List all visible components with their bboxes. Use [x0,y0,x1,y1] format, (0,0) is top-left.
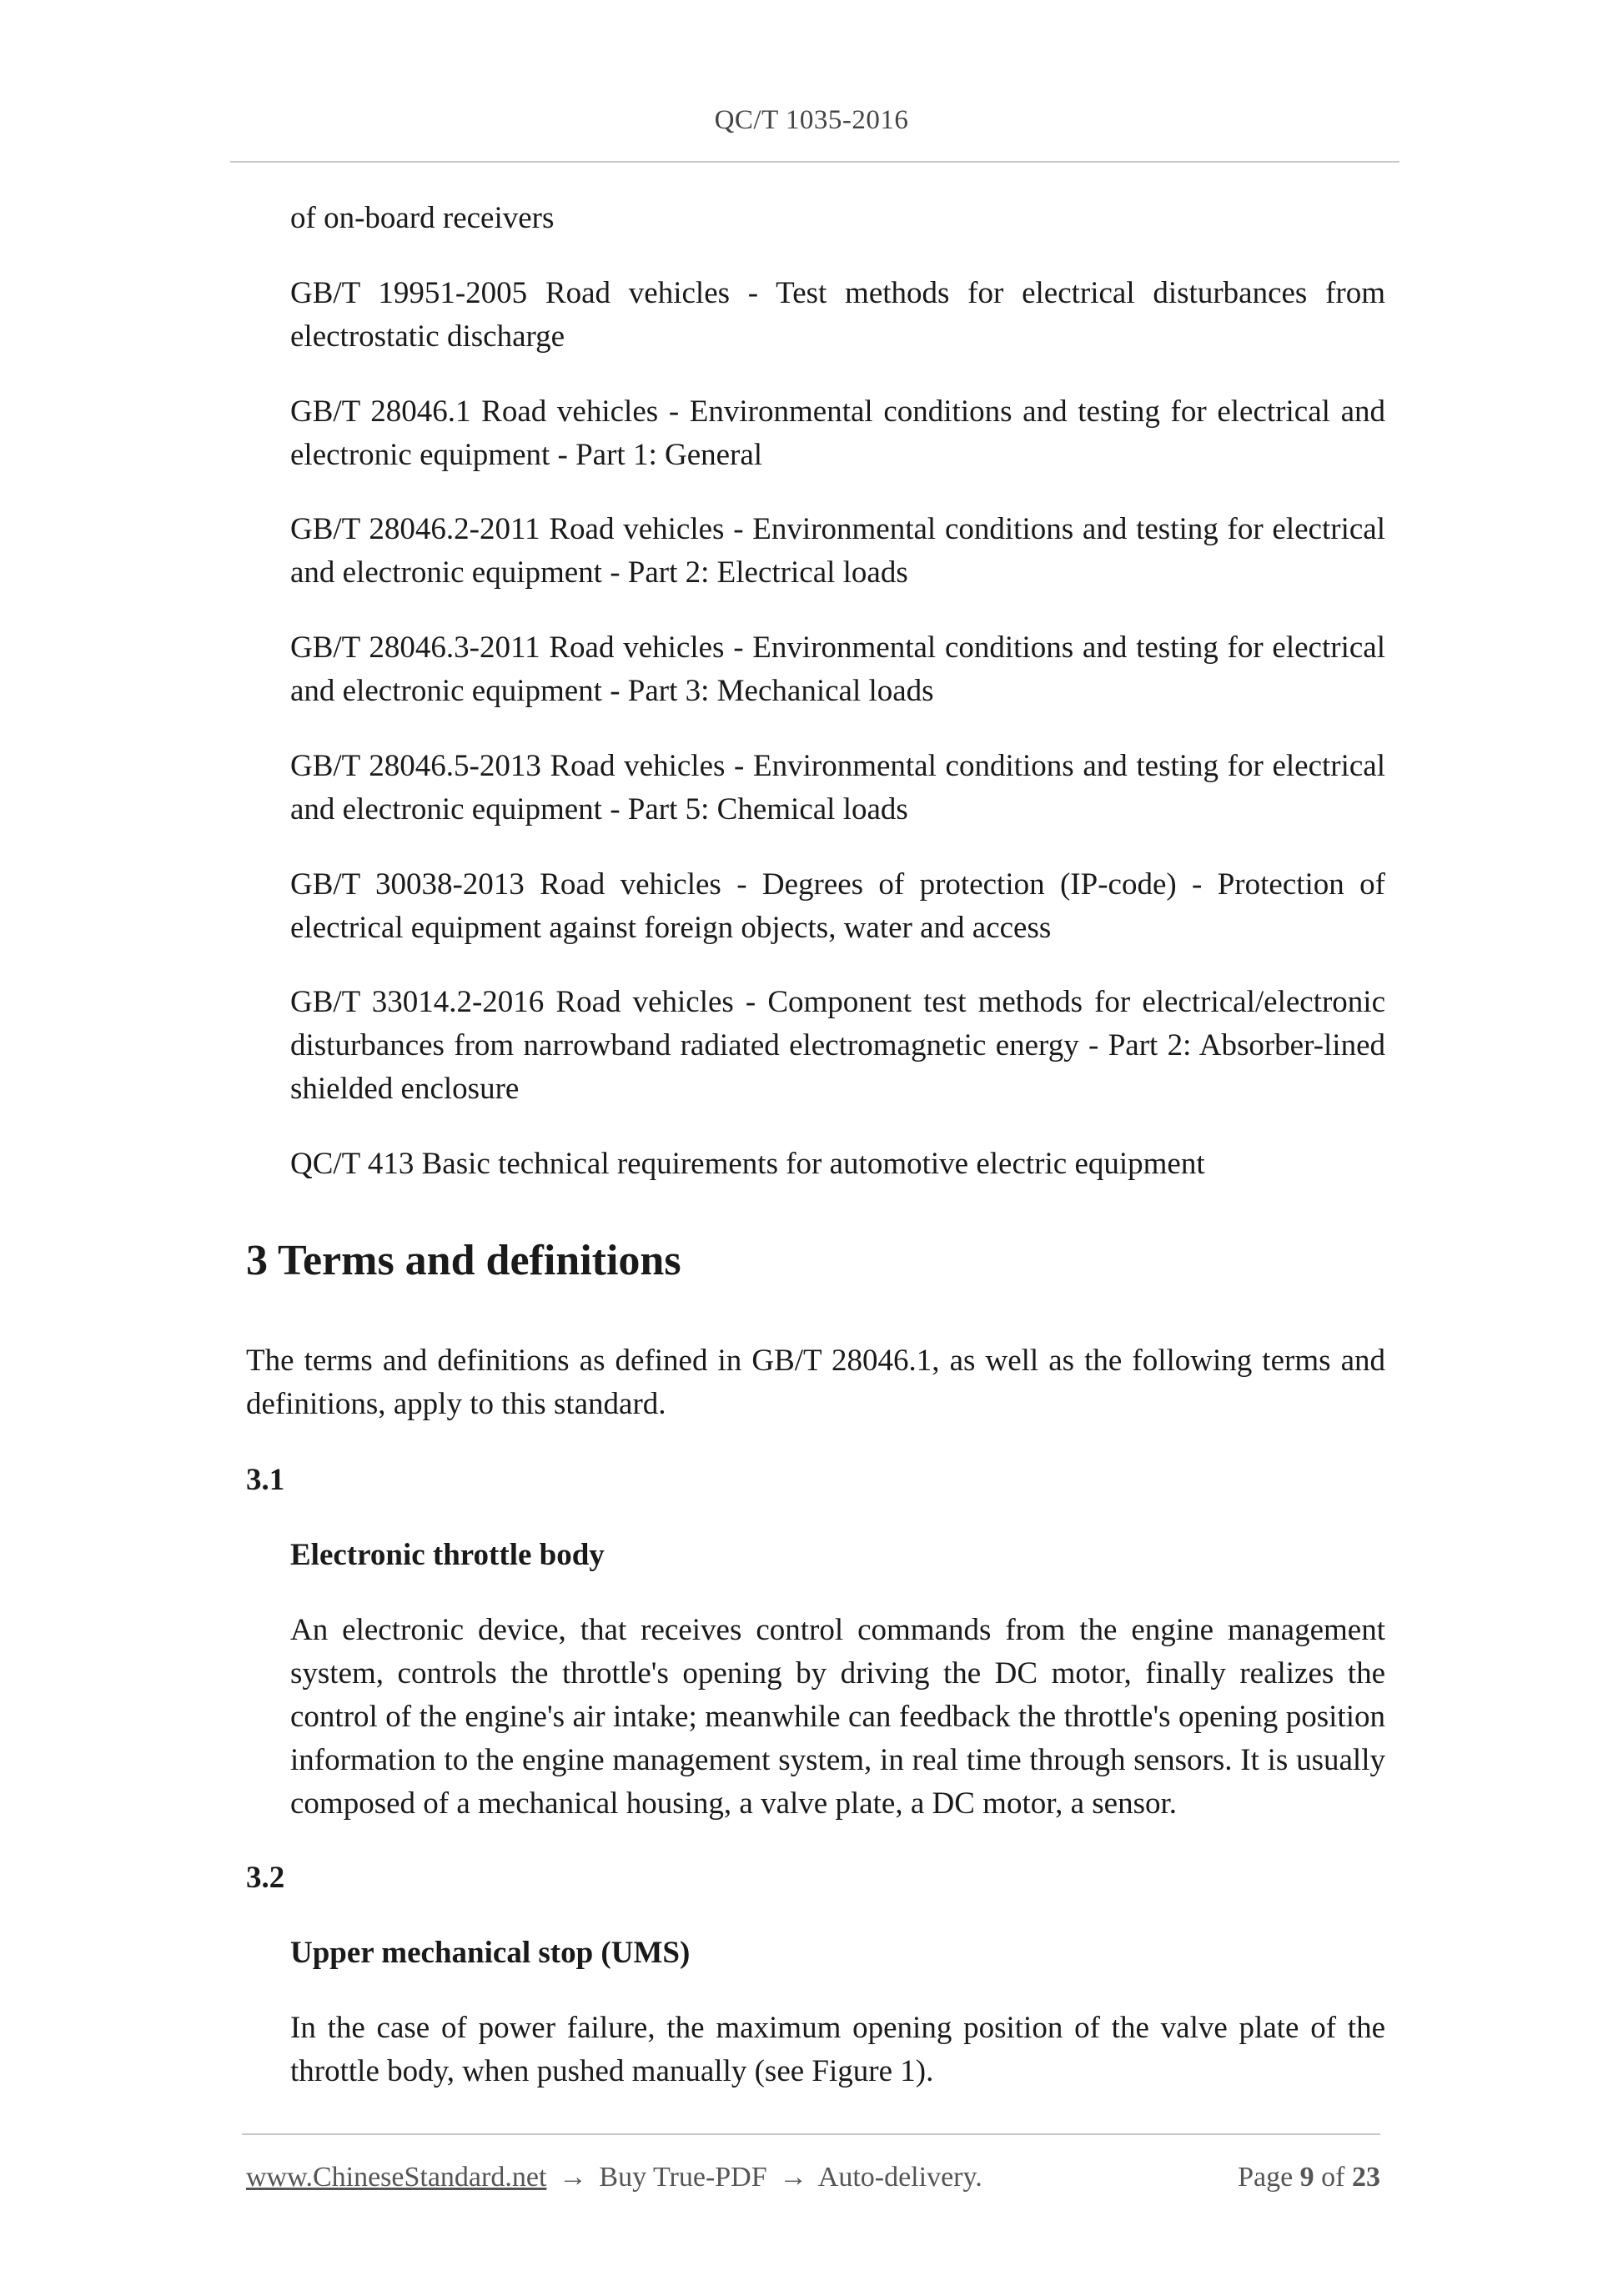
term-definition: In the case of power failure, the maximum opening position of the valve plate of the throttle body, when pushed manually (see Figure 1). [290,2011,1385,2088]
reference-item: QC/T 413 Basic technical requirements for automotive electric equipment [290,1147,1205,1181]
section-intro: The terms and definitions as defined in GB/T 28046.1, as well as the following terms and definitions, apply to this standard. [246,1344,1385,1421]
auto-delivery-text: Auto-delivery. [817,2162,982,2193]
clause-number: 3.2 [246,1861,285,1895]
arrow-right-icon: → [779,2162,808,2193]
arrow-right-icon: → [558,2162,587,2193]
page-total: 23 [1352,2162,1380,2193]
reference-item: of on-board receivers [290,201,555,235]
reference-item: GB/T 28046.2-2011 Road vehicles - Environmental conditions and testing for electrical and electronic equipment - Part 2: Electrical loads [290,512,1385,590]
clause-number: 3.1 [246,1463,285,1497]
reference-item: GB/T 28046.3-2011 Road vehicles - Environmental conditions and testing for electrical and electronic equipment - Part 3: Mechanical loads [290,631,1385,708]
page-header-standard-code: QC/T 1035-2016 [714,105,909,135]
page-label: Page [1238,2162,1294,2193]
section-title: 3 Terms and definitions [246,1237,681,1284]
page-current: 9 [1299,2162,1314,2193]
reference-item: GB/T 19951-2005 Road vehicles - Test methods for electrical disturbances from electrostatic discharge [290,276,1385,354]
page-number [1238,2157,1380,2198]
term-definition: An electronic device, that receives control commands from the engine management system, controls the throttle's opening by driving the DC motor, finally realizes the control of the engine's air intake; meanwhile can feedback the throttle's opening position information to the engine management system, in real time through sensors. It is usually composed of a mechanical housing, a valve plate, a DC motor, a sensor. [290,1613,1385,1821]
term-heading: Upper mechanical stop (UMS) [290,1936,691,1970]
reference-item: GB/T 30038-2013 Road vehicles - Degrees of protection (IP-code) - Protection of electrical equipment against foreign objects, water and access [290,867,1385,945]
buy-true-pdf-text: Buy True-PDF [599,2162,767,2193]
reference-item: GB/T 28046.1 Road vehicles - Environmental conditions and testing for electrical and electronic equipment - Part 1: General [290,394,1385,472]
page-of-label: of [1321,2162,1345,2193]
footer-links [246,2157,982,2198]
header-divider [230,161,1399,163]
term-heading: Electronic throttle body [290,1538,605,1572]
footer-divider [242,2133,1380,2135]
reference-item: GB/T 28046.5-2013 Road vehicles - Environmental conditions and testing for electrical and electronic equipment - Part 5: Chemical loads [290,749,1385,826]
site-link[interactable]: www.ChineseStandard.net [246,2162,547,2193]
reference-item: GB/T 33014.2-2016 Road vehicles - Component test methods for electrical/electronic disturbances from narrowband radiated electromagnetic energy - Part 2: Absorber-lined shielded enclosure [290,985,1385,1106]
